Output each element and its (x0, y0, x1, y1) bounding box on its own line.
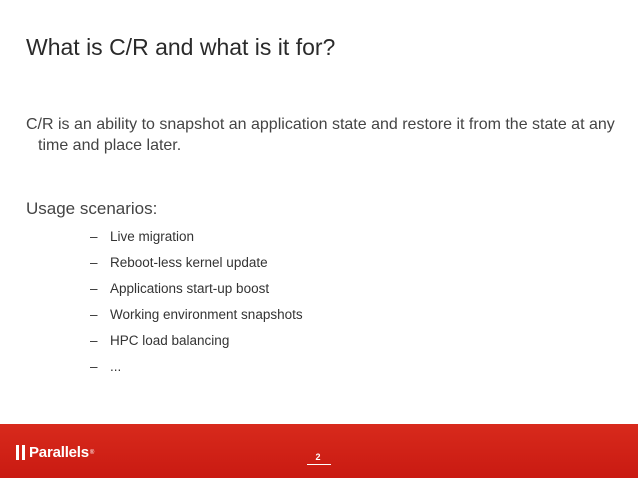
list-item (90, 358, 303, 384)
usage-heading: Usage scenarios: (26, 199, 158, 218)
intro-paragraph: C/R is an ability to snapshot an application state and restore it from the state at any time and place later. (26, 116, 615, 154)
scenario-list (90, 228, 303, 384)
dash-bullet: – (90, 229, 98, 244)
scenario-label: HPC load balancing (110, 333, 230, 348)
logo-text: Parallels (29, 444, 89, 461)
list-item (90, 254, 303, 280)
page-number-underline (307, 464, 331, 465)
dash-bullet: – (90, 281, 98, 296)
scenario-label: Working environment snapshots (110, 307, 303, 322)
parallels-bars-icon (16, 445, 25, 460)
scenario-label: Reboot-less kernel update (110, 255, 268, 270)
list-item (90, 228, 303, 254)
list-item (90, 332, 303, 358)
slide-title: What is C/R and what is it for? (26, 34, 336, 60)
scenario-label: ... (110, 359, 122, 374)
page-number: 2 (315, 452, 321, 462)
trademark-symbol: ® (89, 449, 95, 456)
dash-bullet: – (90, 255, 98, 270)
parallels-logo (16, 444, 94, 461)
list-item (90, 280, 303, 306)
scenario-label: Live migration (110, 229, 195, 244)
list-item (90, 306, 303, 332)
footer-bar (0, 424, 638, 478)
dash-bullet: – (90, 359, 98, 374)
scenario-label: Applications start-up boost (110, 281, 270, 296)
dash-bullet: – (90, 307, 98, 322)
dash-bullet: – (90, 333, 98, 348)
